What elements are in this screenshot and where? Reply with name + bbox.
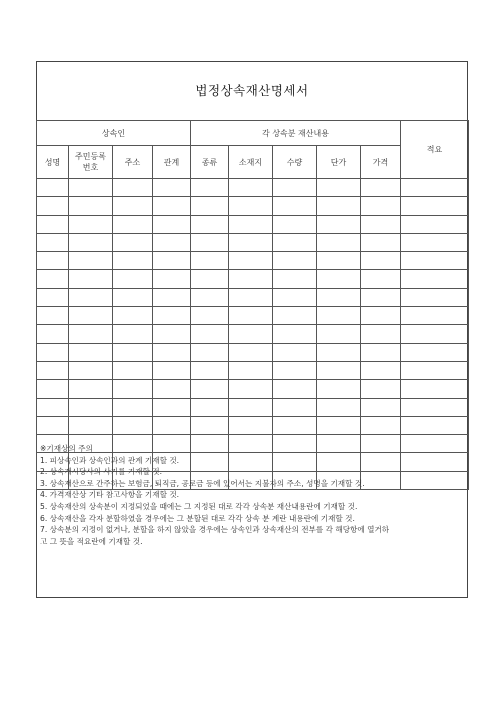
table-cell <box>37 288 69 306</box>
table-cell <box>69 288 113 306</box>
table-cell <box>191 380 229 398</box>
remarks-header: 적요 <box>401 121 469 179</box>
form-title: 법정상속재산명세서 <box>195 83 309 98</box>
table-cell <box>361 325 401 343</box>
table-cell <box>229 270 273 288</box>
table-cell <box>113 179 153 197</box>
table-cell <box>361 179 401 197</box>
table-cell <box>361 233 401 251</box>
table-cell <box>317 233 361 251</box>
table-cell <box>191 416 229 434</box>
table-cell <box>401 398 469 416</box>
table-cell <box>69 197 113 215</box>
table-cell <box>273 288 317 306</box>
table-cell <box>37 197 69 215</box>
col-resident-number: 주민등록 번호 <box>69 146 113 179</box>
table-cell <box>191 288 229 306</box>
col-location: 소재지 <box>229 146 273 179</box>
table-cell <box>191 270 229 288</box>
table-cell <box>113 325 153 343</box>
table-cell <box>37 398 69 416</box>
table-cell <box>153 361 191 379</box>
table-cell <box>317 307 361 325</box>
table-row <box>37 343 469 361</box>
note-item: 7. 상속분의 지정이 없거나, 분할을 하지 않았을 경우에는 상속인과 상속재산의 전부를 각 해당항에 열거하 <box>40 525 390 535</box>
table-cell <box>273 325 317 343</box>
table-row <box>37 380 469 398</box>
note-item: 2. 상속개시당사의 사기를 기재할 것. <box>40 467 163 477</box>
table-cell <box>401 179 469 197</box>
table-cell <box>153 233 191 251</box>
table-cell <box>361 197 401 215</box>
table-cell <box>273 233 317 251</box>
table-cell <box>229 343 273 361</box>
col-type: 종류 <box>191 146 229 179</box>
table-cell <box>37 325 69 343</box>
table-cell <box>113 197 153 215</box>
table-cell <box>273 179 317 197</box>
table-cell <box>273 270 317 288</box>
table-cell <box>153 325 191 343</box>
table-cell <box>361 343 401 361</box>
table-cell <box>317 343 361 361</box>
table-cell <box>401 343 469 361</box>
table-cell <box>317 416 361 434</box>
table-cell <box>69 325 113 343</box>
table-cell <box>273 343 317 361</box>
table-cell <box>401 380 469 398</box>
table-cell <box>37 179 69 197</box>
table-cell <box>273 416 317 434</box>
heir-group-header: 상속인 <box>37 121 191 146</box>
table-cell <box>317 197 361 215</box>
table-cell <box>273 215 317 233</box>
table-cell <box>37 307 69 325</box>
table-row <box>37 215 469 233</box>
note-item: 3. 상속재산으로 간주하는 보험금, 퇴직금, 공로금 등에 있어서는 지불자의 주소, 성명을 기재할 것. <box>40 478 365 488</box>
table-cell <box>229 416 273 434</box>
table-cell <box>401 416 469 434</box>
table-cell <box>229 179 273 197</box>
table-cell <box>153 197 191 215</box>
table-cell <box>273 197 317 215</box>
table-cell <box>361 252 401 270</box>
table-cell <box>113 288 153 306</box>
inheritance-table <box>36 120 469 490</box>
table-cell <box>317 380 361 398</box>
table-cell <box>37 380 69 398</box>
table-cell <box>317 215 361 233</box>
table-cell <box>191 233 229 251</box>
table-cell <box>69 361 113 379</box>
table-cell <box>273 398 317 416</box>
col-price: 가격 <box>361 146 401 179</box>
table-cell <box>37 270 69 288</box>
table-cell <box>37 252 69 270</box>
table-cell <box>401 233 469 251</box>
table-cell <box>401 252 469 270</box>
table-cell <box>273 307 317 325</box>
form-frame <box>36 61 468 598</box>
note-item: 6. 상속재산을 각자 분할하였을 경우에는 그 분할된 대로 각각 상속 분 계란 내용란에 기재할 것. <box>40 513 355 523</box>
notes-section <box>40 443 464 547</box>
table-cell <box>229 215 273 233</box>
table-cell <box>273 361 317 379</box>
table-cell <box>113 416 153 434</box>
table-cell <box>229 307 273 325</box>
table-cell <box>69 416 113 434</box>
table-row <box>37 325 469 343</box>
table-row <box>37 252 469 270</box>
table-cell <box>191 361 229 379</box>
table-cell <box>361 416 401 434</box>
table-cell <box>69 270 113 288</box>
table-cell <box>69 307 113 325</box>
table-cell <box>317 361 361 379</box>
table-cell <box>191 307 229 325</box>
table-cell <box>37 416 69 434</box>
note-item: 고 그 뜻을 적요란에 기재할 것. <box>40 536 143 546</box>
table-cell <box>317 179 361 197</box>
table-cell <box>401 215 469 233</box>
table-cell <box>153 398 191 416</box>
note-item: 4. 가격재산상 기타 참고사항을 기재할 것. <box>40 490 180 500</box>
table-cell <box>229 197 273 215</box>
col-unit-price: 단가 <box>317 146 361 179</box>
table-cell <box>191 215 229 233</box>
table-cell <box>37 233 69 251</box>
table-cell <box>153 288 191 306</box>
table-row <box>37 416 469 434</box>
table-cell <box>113 398 153 416</box>
table-cell <box>229 288 273 306</box>
table-cell <box>69 179 113 197</box>
table-row <box>37 179 469 197</box>
table-cell <box>401 361 469 379</box>
col-quantity: 수량 <box>273 146 317 179</box>
table-cell <box>69 233 113 251</box>
table-cell <box>113 270 153 288</box>
table-cell <box>401 197 469 215</box>
table-cell <box>229 325 273 343</box>
table-cell <box>113 215 153 233</box>
table-cell <box>273 252 317 270</box>
table-cell <box>191 398 229 416</box>
table-row <box>37 270 469 288</box>
table-cell <box>69 398 113 416</box>
table-cell <box>317 252 361 270</box>
table-cell <box>69 252 113 270</box>
table-cell <box>191 252 229 270</box>
table-row <box>37 398 469 416</box>
table-cell <box>113 252 153 270</box>
table-cell <box>317 325 361 343</box>
table-cell <box>191 343 229 361</box>
note-item: 5. 상속재산의 상속분이 지정되었을 때에는 그 지정된 대로 각각 상속분 재산내용란에 기재할 것. <box>40 501 358 511</box>
table-cell <box>113 361 153 379</box>
table-cell <box>273 380 317 398</box>
table-cell <box>401 307 469 325</box>
col-address: 주소 <box>113 146 153 179</box>
table-cell <box>229 233 273 251</box>
table-cell <box>153 343 191 361</box>
notes-heading: ※기재상의 주의 <box>40 444 93 453</box>
table-cell <box>229 252 273 270</box>
table-cell <box>191 197 229 215</box>
table-cell <box>113 380 153 398</box>
table-cell <box>317 270 361 288</box>
table-row <box>37 307 469 325</box>
table-cell <box>153 380 191 398</box>
table-cell <box>361 398 401 416</box>
table-cell <box>153 215 191 233</box>
note-item: 1. 피상속인과 상속인과의 관계 기재할 것. <box>40 455 180 465</box>
table-cell <box>113 233 153 251</box>
table-cell <box>229 361 273 379</box>
table-cell <box>401 288 469 306</box>
table-cell <box>113 343 153 361</box>
table-cell <box>361 307 401 325</box>
table-cell <box>153 416 191 434</box>
table-cell <box>401 325 469 343</box>
table-cell <box>113 307 153 325</box>
table-cell <box>153 179 191 197</box>
table-row <box>37 288 469 306</box>
table-cell <box>37 215 69 233</box>
table-cell <box>361 270 401 288</box>
table-cell <box>229 380 273 398</box>
table-cell <box>229 398 273 416</box>
table-cell <box>361 288 401 306</box>
asset-group-header: 각 상속분 재산내용 <box>191 121 401 146</box>
table-cell <box>191 179 229 197</box>
table-cell <box>361 215 401 233</box>
table-cell <box>317 288 361 306</box>
table-cell <box>317 398 361 416</box>
table-cell <box>153 252 191 270</box>
col-name: 성명 <box>37 146 69 179</box>
table-cell <box>401 270 469 288</box>
table-cell <box>191 325 229 343</box>
table-row <box>37 233 469 251</box>
table-row <box>37 361 469 379</box>
table-cell <box>153 307 191 325</box>
table-cell <box>361 380 401 398</box>
col-relation: 관계 <box>153 146 191 179</box>
table-cell <box>37 361 69 379</box>
table-cell <box>37 343 69 361</box>
table-cell <box>69 215 113 233</box>
table-cell <box>153 270 191 288</box>
table-cell <box>69 343 113 361</box>
table-row <box>37 197 469 215</box>
table-cell <box>69 380 113 398</box>
table-cell <box>361 361 401 379</box>
